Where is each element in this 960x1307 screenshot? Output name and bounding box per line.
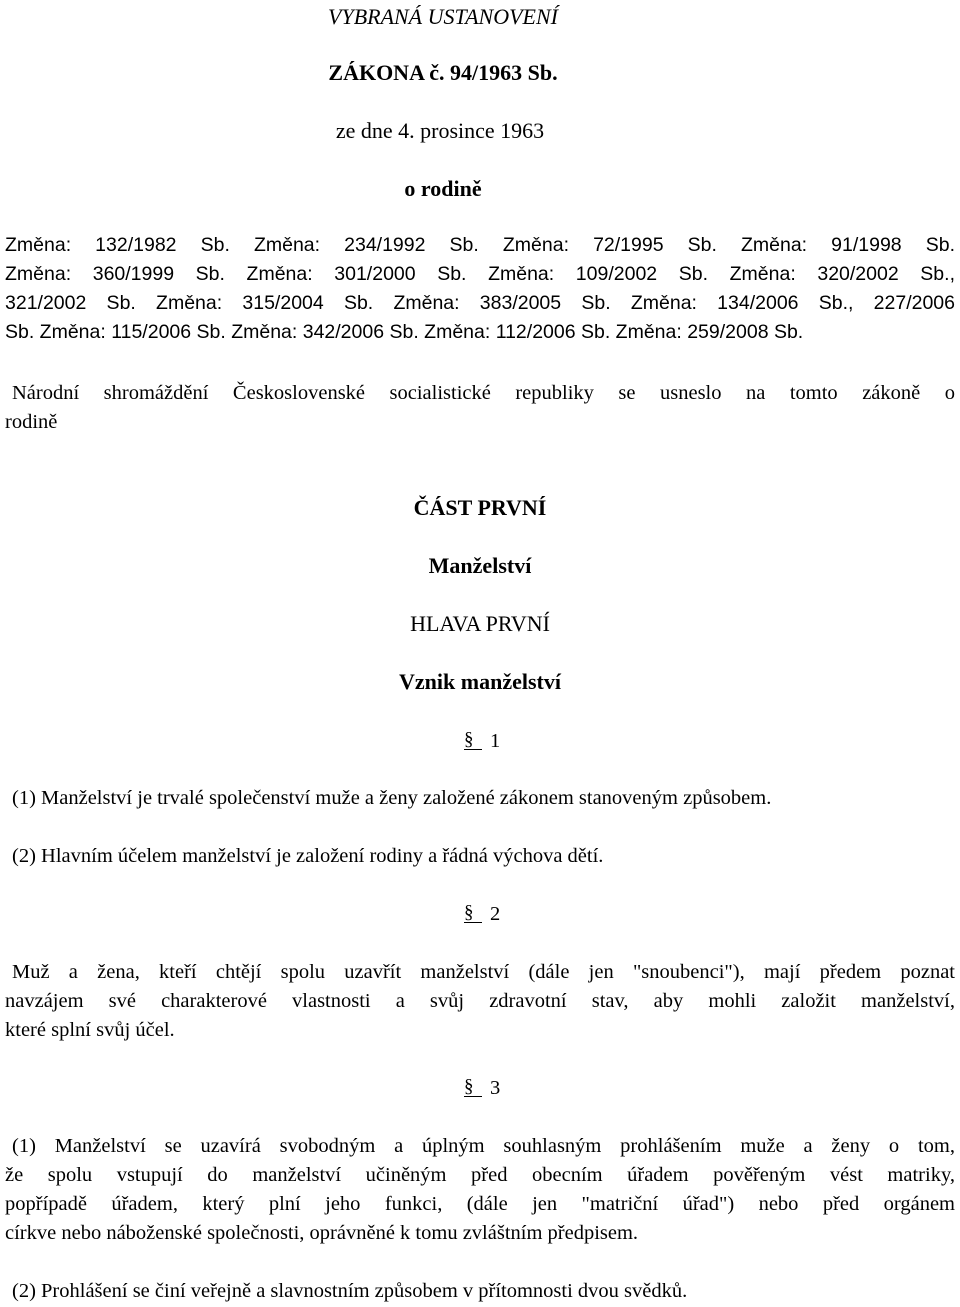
section-sign: § <box>464 730 482 750</box>
amendment-line: 321/2002 Sb. Změna: 315/2004 Sb. Změna: 383/2005 Sb. Změna: 134/2006 Sb., 227/2006 <box>5 292 955 314</box>
section-heading <box>464 731 500 752</box>
paragraph-text: navzájem své charakterové vlastnosti a svůj zdravotní stav, aby mohli založit manželství, <box>5 990 955 1012</box>
paragraph-text: popřípadě úřadem, který plní jeho funkci, (dále jen "matriční úřad") nebo před orgánem <box>5 1193 955 1215</box>
paragraph-text: že spolu vstupují do manželství učiněným před obecním úřadem pověřeným vést matriky, <box>5 1164 955 1186</box>
section-heading <box>464 904 500 925</box>
paragraph-text: které splní svůj účel. <box>5 1019 175 1041</box>
paragraph-text: (1) Manželství se uzavírá svobodným a úplným souhlasným prohlášením muže a ženy o tom, <box>12 1135 955 1157</box>
section-number: 2 <box>490 903 501 925</box>
law-title: ZÁKONA č. 94/1963 Sb. <box>328 60 558 85</box>
preamble-text: Národní shromáždění Československé socialistické republiky se usneslo na tomto zákoně o <box>12 382 955 404</box>
document-heading: VYBRANÁ USTANOVENÍ <box>328 4 558 29</box>
section-heading <box>464 1078 500 1099</box>
paragraph-text: (2) Prohlášení se činí veřejně a slavnostním způsobem v přítomnosti dvou svědků. <box>12 1280 688 1302</box>
chapter-title: HLAVA PRVNÍ <box>410 611 550 636</box>
chapter-name: Vznik manželství <box>399 669 561 694</box>
part-name: Manželství <box>428 553 532 578</box>
paragraph-text: církve nebo náboženské společnosti, oprávněné k tomu zvláštním předpisem. <box>5 1222 639 1244</box>
law-date: ze dne 4. prosince 1963 <box>335 118 545 143</box>
amendment-line: Sb. Změna: 115/2006 Sb. Změna: 342/2006 Sb. Změna: 112/2006 Sb. Změna: 259/2008 Sb. <box>5 321 804 343</box>
paragraph-text: (2) Hlavním účelem manželství je založení rodiny a řádná výchova dětí. <box>12 845 604 867</box>
section-number: 3 <box>490 1077 501 1099</box>
section-sign: § <box>464 1077 482 1097</box>
amendment-line: Změna: 132/1982 Sb. Změna: 234/1992 Sb. Změna: 72/1995 Sb. Změna: 91/1998 Sb. <box>5 234 955 256</box>
preamble-text: rodině <box>5 411 58 433</box>
section-sign: § <box>464 903 482 923</box>
section-number: 1 <box>490 730 501 752</box>
part-title: ČÁST PRVNÍ <box>413 495 547 520</box>
paragraph-text: (1) Manželství je trvalé společenství muže a ženy založené zákonem stanoveným způsobem. <box>12 787 772 809</box>
law-subject: o rodině <box>404 176 482 201</box>
amendment-line: Změna: 360/1999 Sb. Změna: 301/2000 Sb. Změna: 109/2002 Sb. Změna: 320/2002 Sb., <box>5 263 955 285</box>
paragraph-text: Muž a žena, kteří chtějí spolu uzavřít manželství (dále jen "snoubenci"), mají předem poznat <box>12 961 955 983</box>
